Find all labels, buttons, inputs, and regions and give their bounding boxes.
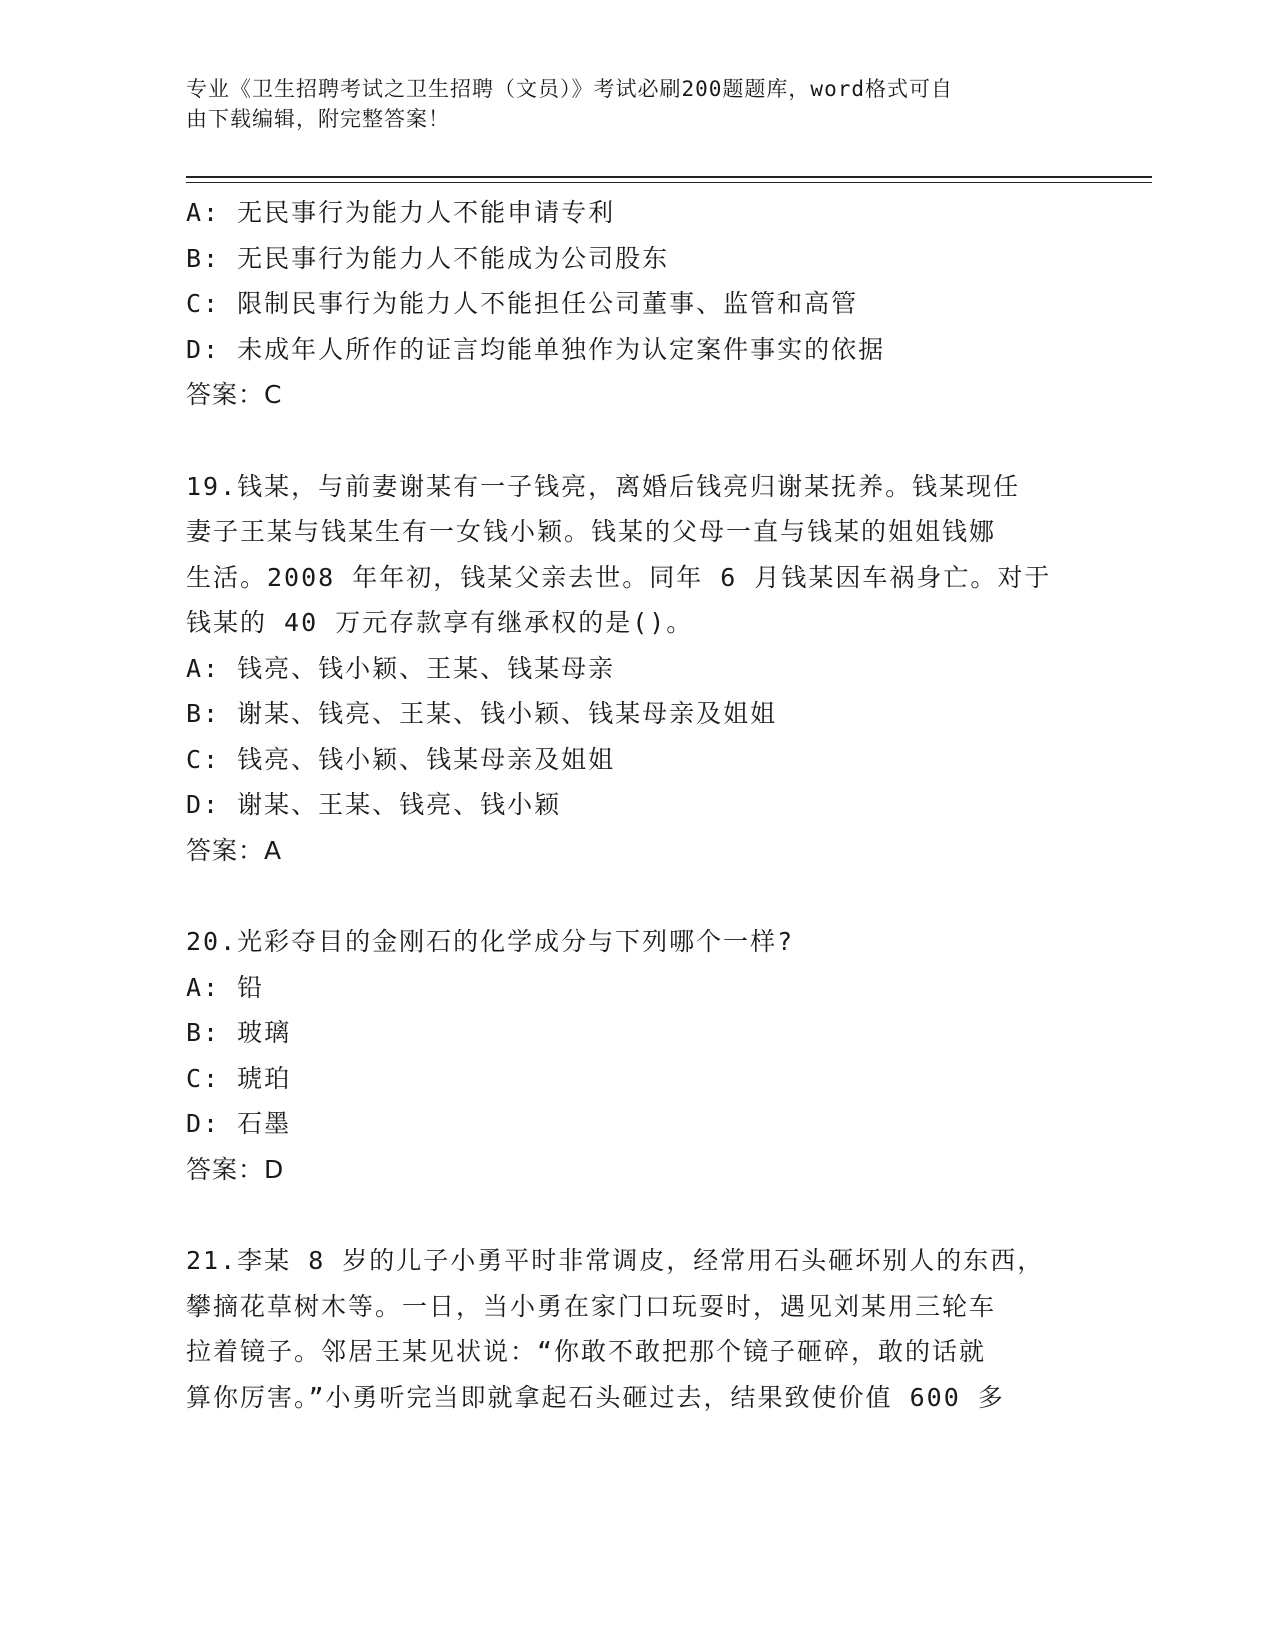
question-21 — [186, 1238, 1086, 1420]
question-stem-line: 攀摘花草树木等。一日，当小勇在家门口玩耍时，遇见刘某用三轮车 — [186, 1291, 997, 1321]
answer-line: 答案：C — [186, 380, 283, 409]
question-stem-line: 20.光彩夺目的金刚石的化学成分与下列哪个一样? — [186, 927, 795, 956]
header-divider-thin — [186, 182, 1152, 183]
option-b: B: 玻璃 — [186, 1018, 292, 1047]
header-line-1: 专业《卫生招聘考试之卫生招聘（文员）》考试必刷200题题库，word格式可自 — [186, 77, 953, 101]
answer-line: 答案：D — [186, 1154, 285, 1184]
option-a: A: 铅 — [186, 972, 265, 1002]
option-c: C: 钱亮、钱小颖、钱某母亲及姐姐 — [186, 744, 616, 774]
option-a: A: 钱亮、钱小颖、王某、钱某母亲 — [186, 653, 616, 683]
option-d: D: 未成年人所作的证言均能单独作为认定案件事实的依据 — [186, 334, 886, 364]
option-c: C: 限制民事行为能力人不能担任公司董事、监管和高管 — [186, 289, 859, 318]
option-d: D: 谢某、王某、钱亮、钱小颖 — [186, 790, 562, 819]
question-stem-line: 生活。2008 年年初，钱某父亲去世。同年 6 月钱某因车祸身亡。对于 — [186, 562, 1052, 592]
spacer — [186, 418, 1086, 464]
option-a: A: 无民事行为能力人不能申请专利 — [186, 198, 616, 227]
question-18 — [186, 190, 1086, 418]
question-list — [186, 190, 1086, 1420]
spacer — [186, 1192, 1086, 1238]
question-stem-line: 21.李某 8 岁的儿子小勇平时非常调皮，经常用石头砸坏别人的东西， — [186, 1246, 1045, 1275]
spacer — [186, 873, 1086, 919]
question-stem-line: 妻子王某与钱某生有一女钱小颖。钱某的父母一直与钱某的姐姐钱娜 — [186, 517, 997, 546]
option-b: B: 无民事行为能力人不能成为公司股东 — [186, 243, 670, 273]
option-c: C: 琥珀 — [186, 1063, 292, 1093]
answer-line: 答案：A — [186, 835, 283, 865]
header-divider-thick — [186, 176, 1152, 178]
question-20 — [186, 919, 1086, 1192]
option-b: B: 谢某、钱亮、王某、钱小颖、钱某母亲及姐姐 — [186, 699, 778, 728]
question-stem-line: 拉着镜子。邻居王某见状说：“你敢不敢把那个镜子砸碎，敢的话就 — [186, 1337, 987, 1366]
question-stem-line: 钱某的 40 万元存款享有继承权的是()。 — [186, 608, 694, 637]
question-19 — [186, 464, 1086, 874]
document-header — [186, 74, 1066, 134]
header-line-2: 由下载编辑，附完整答案！ — [186, 107, 450, 131]
question-stem-line: 19.钱某，与前妻谢某有一子钱亮，离婚后钱亮归谢某抚养。钱某现任 — [186, 471, 1021, 501]
option-d: D: 石墨 — [186, 1109, 292, 1138]
question-stem-line: 算你厉害。”小勇听完当即就拿起石头砸过去，结果致使价值 600 多 — [186, 1382, 1005, 1412]
